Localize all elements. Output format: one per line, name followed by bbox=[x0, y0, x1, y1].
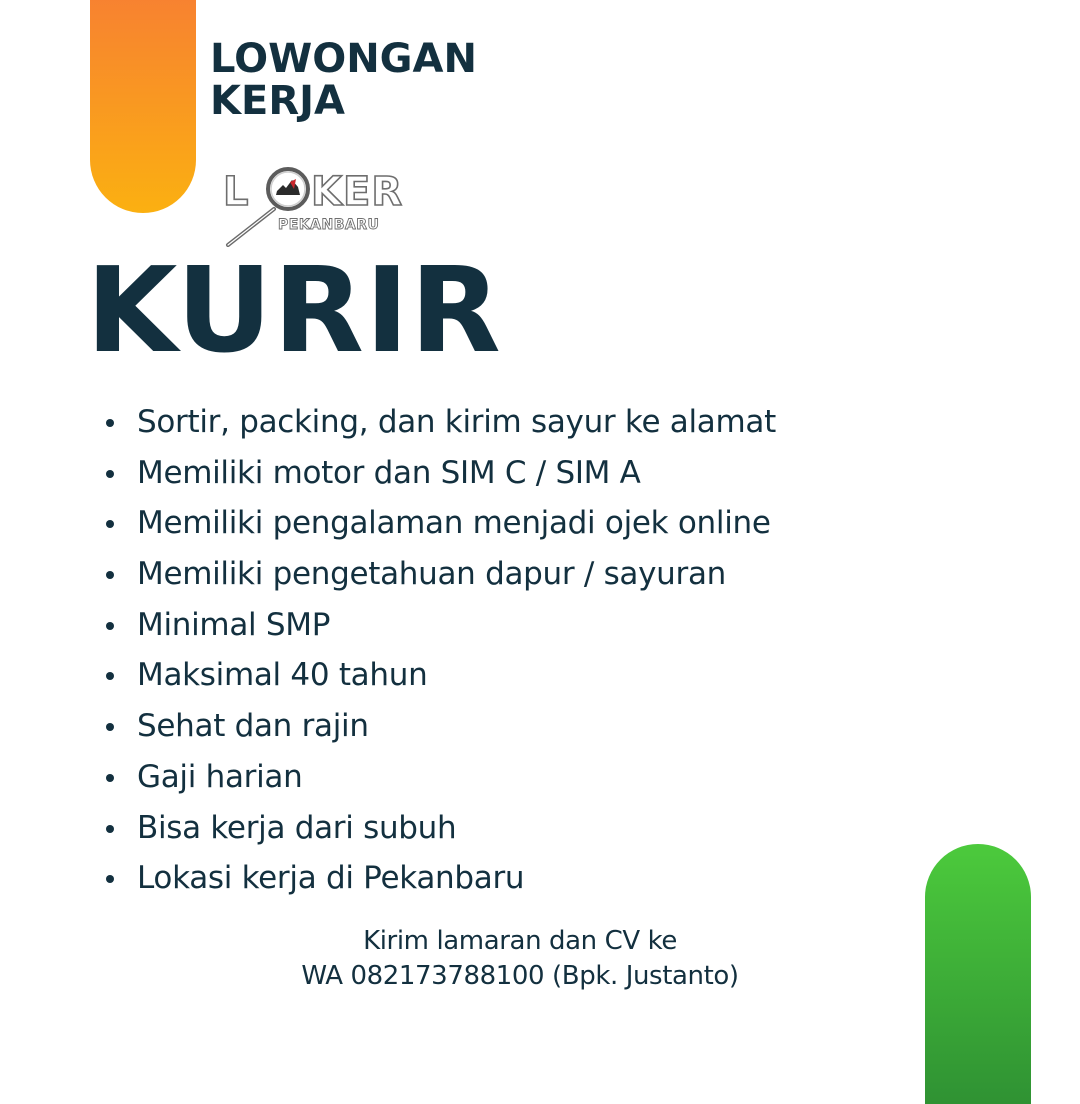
bullet-icon bbox=[106, 723, 114, 731]
orange-accent-shape bbox=[90, 0, 196, 213]
header-title bbox=[210, 38, 477, 122]
header-title-line2: KERJA bbox=[210, 78, 345, 124]
requirement-item bbox=[100, 600, 776, 651]
requirement-text: Lokasi kerja di Pekanbaru bbox=[137, 860, 525, 897]
requirement-item bbox=[100, 397, 776, 448]
requirement-text: Sehat dan rajin bbox=[137, 708, 369, 745]
bullet-icon bbox=[106, 470, 114, 478]
requirement-item bbox=[100, 498, 776, 549]
bullet-icon bbox=[106, 622, 114, 630]
bullet-icon bbox=[106, 520, 114, 528]
bullet-icon bbox=[106, 571, 114, 579]
bullet-icon bbox=[106, 825, 114, 833]
bullet-icon bbox=[106, 774, 114, 782]
requirements-list bbox=[100, 397, 776, 904]
requirement-text: Memiliki motor dan SIM C / SIM A bbox=[137, 454, 641, 491]
requirement-text: Minimal SMP bbox=[137, 606, 331, 643]
requirement-text: Bisa kerja dari subuh bbox=[137, 809, 457, 846]
requirement-item bbox=[100, 701, 776, 752]
requirement-text: Gaji harian bbox=[137, 758, 303, 795]
job-title: KURIR bbox=[86, 241, 502, 379]
requirement-item bbox=[100, 752, 776, 803]
requirement-item bbox=[100, 803, 776, 854]
requirement-text: Sortir, packing, dan kirim sayur ke alamat bbox=[137, 404, 776, 440]
requirement-text: Maksimal 40 tahun bbox=[137, 657, 428, 694]
contact-line1: Kirim lamaran dan CV ke bbox=[363, 926, 677, 956]
requirement-text: Memiliki pengalaman menjadi ojek online bbox=[137, 505, 771, 542]
loker-pekanbaru-logo bbox=[220, 165, 420, 247]
requirement-item bbox=[100, 448, 776, 499]
requirement-item bbox=[100, 853, 776, 904]
logo-letters-ker: KER bbox=[311, 169, 404, 215]
header-title-line1: LOWONGAN bbox=[210, 36, 477, 82]
logo-subtitle: PEKANBARU bbox=[278, 217, 380, 233]
logo-letter-l: L bbox=[223, 169, 249, 215]
bullet-icon bbox=[106, 672, 114, 680]
contact-info bbox=[0, 924, 1040, 994]
contact-line2: WA 082173788100 (Bpk. Justanto) bbox=[301, 961, 739, 991]
requirement-item bbox=[100, 650, 776, 701]
bullet-icon bbox=[106, 419, 114, 427]
bullet-icon bbox=[106, 875, 114, 883]
requirement-item bbox=[100, 549, 776, 600]
requirement-text: Memiliki pengetahuan dapur / sayuran bbox=[137, 556, 726, 593]
